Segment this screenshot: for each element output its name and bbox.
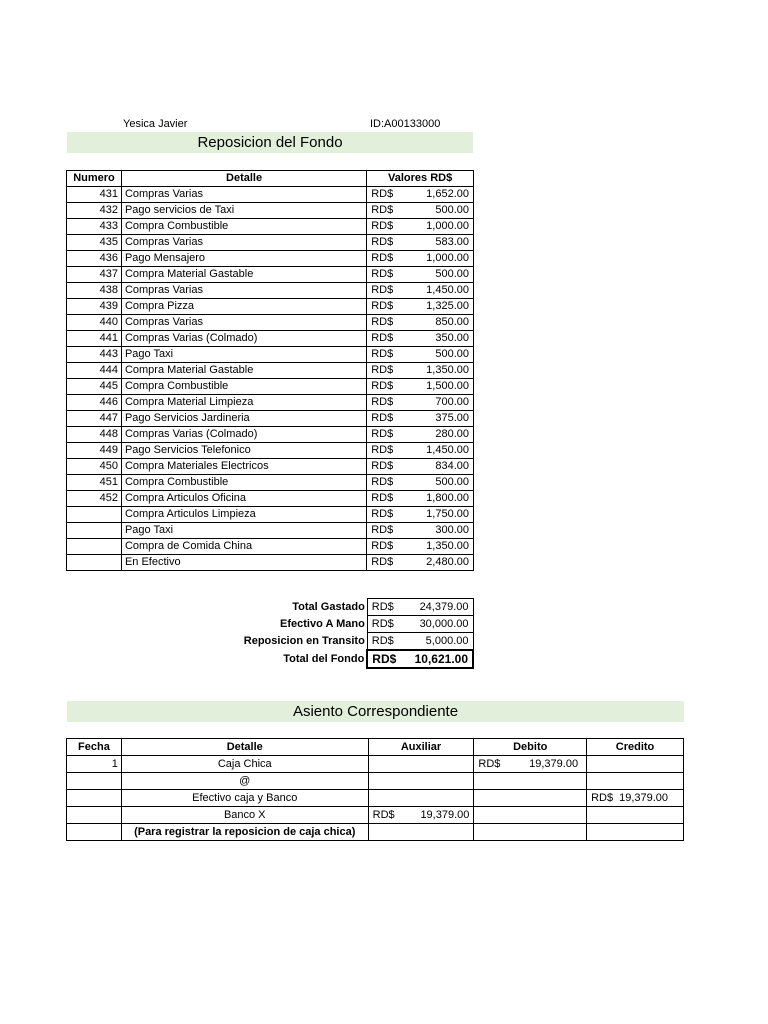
col-detalle: Detalle xyxy=(121,171,366,187)
asiento-detalle-cell: Caja Chica xyxy=(121,756,368,773)
valor-cell xyxy=(367,427,474,443)
valor-cell-amount: 500.00 xyxy=(435,204,469,216)
valor-cell xyxy=(367,219,474,235)
valor-cell-amount: 1,500.00 xyxy=(426,380,469,392)
summary-value xyxy=(367,650,473,668)
valor-cell-currency: RD$ xyxy=(371,220,394,232)
detalle-cell: Compra Articulos Limpieza xyxy=(121,507,366,523)
valor-cell-currency: RD$ xyxy=(371,204,394,216)
valor-cell-amount: 1,750.00 xyxy=(426,508,469,520)
asiento-detalle-cell: (Para registrar la reposicion de caja chica) xyxy=(121,824,368,841)
table-row xyxy=(67,203,474,219)
table-row xyxy=(67,395,474,411)
numero-cell: 439 xyxy=(67,299,122,315)
detalle-cell: En Efectivo xyxy=(121,555,366,571)
table-row xyxy=(67,187,474,203)
fecha-cell xyxy=(67,807,122,824)
table-row xyxy=(67,283,474,299)
numero-cell: 441 xyxy=(67,331,122,347)
detalle-cell: Pago Servicios Telefonico xyxy=(121,443,366,459)
valor-cell-amount: 1,450.00 xyxy=(426,444,469,456)
detalle-cell: Compras Varias xyxy=(121,235,366,251)
fecha-cell xyxy=(67,790,122,807)
valor-cell-amount: 300.00 xyxy=(435,524,469,536)
table-row xyxy=(67,219,474,235)
valor-cell xyxy=(367,283,474,299)
valor-cell-currency: RD$ xyxy=(371,316,394,328)
credito-cell xyxy=(587,756,684,773)
valor-cell-amount: 350.00 xyxy=(435,332,469,344)
table-row xyxy=(67,523,474,539)
person-name: Yesica Javier xyxy=(123,118,188,130)
valor-cell-amount: 500.00 xyxy=(435,348,469,360)
valor-cell xyxy=(367,187,474,203)
table-row xyxy=(67,555,474,571)
numero-cell: 432 xyxy=(67,203,122,219)
detalle-cell: Compra Combustible xyxy=(121,219,366,235)
valor-cell-currency: RD$ xyxy=(371,508,394,520)
numero-cell: 451 xyxy=(67,475,122,491)
numero-cell: 436 xyxy=(67,251,122,267)
summary-row xyxy=(200,616,473,633)
detalle-cell: Compra Combustible xyxy=(121,475,366,491)
valor-cell xyxy=(367,331,474,347)
valor-cell-currency: RD$ xyxy=(371,428,394,440)
table-row xyxy=(67,539,474,555)
detalle-cell: Compra Material Gastable xyxy=(121,267,366,283)
numero-cell xyxy=(67,507,122,523)
summary-label: Total del Fondo xyxy=(283,653,365,665)
summary-label: Total Gastado xyxy=(292,601,365,613)
valor-cell xyxy=(367,411,474,427)
summary-row xyxy=(200,650,473,668)
table-row xyxy=(67,443,474,459)
auxiliar-cell xyxy=(368,824,474,841)
debito-cell-amount: 19,379.00 xyxy=(529,758,579,770)
summary-value xyxy=(367,633,473,651)
numero-cell xyxy=(67,523,122,539)
detalle-cell: Compra Pizza xyxy=(121,299,366,315)
table-row xyxy=(67,379,474,395)
credito-cell xyxy=(587,824,684,841)
col-credito: Credito xyxy=(587,739,684,756)
valor-cell-amount: 1,800.00 xyxy=(426,492,469,504)
numero-cell xyxy=(67,555,122,571)
debito-cell xyxy=(474,773,587,790)
valor-cell xyxy=(367,203,474,219)
valor-cell-currency: RD$ xyxy=(371,476,394,488)
valor-cell-currency: RD$ xyxy=(371,492,394,504)
asiento-title: Asiento Correspondiente xyxy=(292,703,459,720)
detalle-cell: Compras Varias xyxy=(121,315,366,331)
summary-value xyxy=(367,616,473,633)
auxiliar-cell xyxy=(368,807,474,824)
asiento-detalle-cell: Banco X xyxy=(121,807,368,824)
auxiliar-cell-currency: RD$ xyxy=(372,809,395,821)
table-row xyxy=(67,251,474,267)
numero-cell: 431 xyxy=(67,187,122,203)
detalle-cell: Compra Material Limpieza xyxy=(121,395,366,411)
asiento-detalle-cell: Efectivo caja y Banco xyxy=(121,790,368,807)
detalle-cell: Pago Taxi xyxy=(121,347,366,363)
numero-cell: 449 xyxy=(67,443,122,459)
numero-cell: 437 xyxy=(67,267,122,283)
detalle-cell: Compra Combustible xyxy=(121,379,366,395)
summary-row xyxy=(200,633,473,651)
valor-cell xyxy=(367,459,474,475)
summary-value-amount: 10,621.00 xyxy=(414,652,468,666)
credito-cell xyxy=(587,773,684,790)
summary-row xyxy=(200,599,473,616)
valor-cell-currency: RD$ xyxy=(371,524,394,536)
fondo-table xyxy=(66,170,474,571)
valor-cell-currency: RD$ xyxy=(371,380,394,392)
valor-cell-amount: 850.00 xyxy=(435,316,469,328)
valor-cell-currency: RD$ xyxy=(371,444,394,456)
valor-cell xyxy=(367,299,474,315)
summary-value-currency: RD$ xyxy=(371,618,394,630)
auxiliar-cell xyxy=(368,773,474,790)
valor-cell-currency: RD$ xyxy=(371,300,394,312)
detalle-cell: Compras Varias (Colmado) xyxy=(121,427,366,443)
valor-cell-amount: 1,450.00 xyxy=(426,284,469,296)
credito-cell-currency: RD$ xyxy=(591,792,614,804)
numero-cell: 433 xyxy=(67,219,122,235)
table-row xyxy=(67,267,474,283)
table-row xyxy=(67,315,474,331)
numero-cell: 448 xyxy=(67,427,122,443)
credito-cell-amount: 19,379.00 xyxy=(619,792,669,804)
valor-cell-amount: 280.00 xyxy=(435,428,469,440)
valor-cell-amount: 500.00 xyxy=(435,268,469,280)
valor-cell-currency: RD$ xyxy=(371,188,394,200)
summary-label: Efectivo A Mano xyxy=(280,618,365,630)
table-row xyxy=(67,790,684,807)
valor-cell-currency: RD$ xyxy=(371,252,394,264)
debito-cell xyxy=(474,790,587,807)
numero-cell: 440 xyxy=(67,315,122,331)
valor-cell-currency: RD$ xyxy=(371,556,394,568)
table-row xyxy=(67,756,684,773)
valor-cell xyxy=(367,347,474,363)
table-row xyxy=(67,459,474,475)
valor-cell-amount: 1,652.00 xyxy=(426,188,469,200)
debito-cell-currency: RD$ xyxy=(478,758,501,770)
col-debito: Debito xyxy=(474,739,587,756)
debito-cell xyxy=(474,807,587,824)
detalle-cell: Compras Varias xyxy=(121,283,366,299)
valor-cell xyxy=(367,443,474,459)
person-id: ID:A00133000 xyxy=(370,118,441,130)
valor-cell-currency: RD$ xyxy=(371,332,394,344)
asiento-band xyxy=(67,701,684,722)
col-fecha: Fecha xyxy=(67,739,122,756)
table-row xyxy=(67,299,474,315)
valor-cell-amount: 2,480.00 xyxy=(426,556,469,568)
summary-label: Reposicion en Transito xyxy=(243,635,365,648)
valor-cell-amount: 375.00 xyxy=(435,412,469,424)
detalle-cell: Pago servicios de Taxi xyxy=(121,203,366,219)
table-row xyxy=(67,773,684,790)
valor-cell xyxy=(367,251,474,267)
table-row xyxy=(67,475,474,491)
table-row xyxy=(67,427,474,443)
col-numero: Numero xyxy=(67,171,122,187)
numero-cell: 438 xyxy=(67,283,122,299)
valor-cell xyxy=(367,267,474,283)
valor-cell xyxy=(367,539,474,555)
col-valores: Valores RD$ xyxy=(367,171,474,187)
table-row xyxy=(67,363,474,379)
summary-value-amount: 5,000.00 xyxy=(425,635,469,647)
col-asiento-detalle: Detalle xyxy=(121,739,368,756)
summary-table xyxy=(200,598,474,669)
valor-cell-amount: 1,000.00 xyxy=(426,220,469,232)
auxiliar-cell xyxy=(368,756,474,773)
valor-cell-currency: RD$ xyxy=(371,540,394,552)
col-auxiliar: Auxiliar xyxy=(368,739,474,756)
valor-cell-currency: RD$ xyxy=(371,396,394,408)
numero-cell: 445 xyxy=(67,379,122,395)
detalle-cell: Pago Mensajero xyxy=(121,251,366,267)
valor-cell-currency: RD$ xyxy=(371,364,394,376)
fecha-cell xyxy=(67,824,122,841)
table-row xyxy=(67,824,684,841)
fecha-cell: 1 xyxy=(67,756,122,773)
table-row xyxy=(67,347,474,363)
valor-cell xyxy=(367,523,474,539)
table-row xyxy=(67,807,684,824)
valor-cell-currency: RD$ xyxy=(371,460,394,472)
valor-cell-amount: 1,350.00 xyxy=(426,540,469,552)
table-row xyxy=(67,411,474,427)
numero-cell: 452 xyxy=(67,491,122,507)
valor-cell xyxy=(367,379,474,395)
valor-cell xyxy=(367,235,474,251)
credito-cell xyxy=(587,807,684,824)
valor-cell xyxy=(367,315,474,331)
numero-cell: 443 xyxy=(67,347,122,363)
table-row xyxy=(67,507,474,523)
valor-cell xyxy=(367,363,474,379)
numero-cell: 435 xyxy=(67,235,122,251)
valor-cell-amount: 500.00 xyxy=(435,476,469,488)
detalle-cell: Pago Servicios Jardineria xyxy=(121,411,366,427)
title-band xyxy=(67,132,473,153)
numero-cell: 447 xyxy=(67,411,122,427)
valor-cell xyxy=(367,507,474,523)
numero-cell: 444 xyxy=(67,363,122,379)
valor-cell xyxy=(367,491,474,507)
debito-cell xyxy=(474,756,587,773)
fecha-cell xyxy=(67,773,122,790)
valor-cell-currency: RD$ xyxy=(371,348,394,360)
auxiliar-cell xyxy=(368,790,474,807)
numero-cell: 446 xyxy=(67,395,122,411)
asiento-table xyxy=(66,738,684,841)
summary-value-amount: 24,379.00 xyxy=(419,601,469,613)
summary-value-currency: RD$ xyxy=(372,652,397,666)
page-title: Reposicion del Fondo xyxy=(197,134,343,151)
auxiliar-cell-amount: 19,379.00 xyxy=(420,809,470,821)
detalle-cell: Pago Taxi xyxy=(121,523,366,539)
valor-cell-amount: 700.00 xyxy=(435,396,469,408)
valor-cell-currency: RD$ xyxy=(371,236,394,248)
detalle-cell: Compra Materiales Electricos xyxy=(121,459,366,475)
table-row xyxy=(67,331,474,347)
fondo-header-row xyxy=(67,171,474,187)
summary-value xyxy=(367,599,473,616)
valor-cell xyxy=(367,475,474,491)
valor-cell xyxy=(367,555,474,571)
asiento-header-row xyxy=(67,739,684,756)
debito-cell xyxy=(474,824,587,841)
detalle-cell: Compra de Comida China xyxy=(121,539,366,555)
valor-cell-amount: 1,350.00 xyxy=(426,364,469,376)
summary-value-currency: RD$ xyxy=(371,601,394,613)
asiento-detalle-cell: @ xyxy=(121,773,368,790)
detalle-cell: Compras Varias (Colmado) xyxy=(121,331,366,347)
summary-value-amount: 30,000.00 xyxy=(419,618,469,630)
credito-cell xyxy=(587,790,684,807)
table-row xyxy=(67,235,474,251)
valor-cell-amount: 583.00 xyxy=(435,236,469,248)
numero-cell xyxy=(67,539,122,555)
detalle-cell: Compra Material Gastable xyxy=(121,363,366,379)
detalle-cell: Compras Varias xyxy=(121,187,366,203)
valor-cell-amount: 1,000.00 xyxy=(426,252,469,264)
valor-cell-amount: 834.00 xyxy=(435,460,469,472)
detalle-cell: Compra Articulos Oficina xyxy=(121,491,366,507)
table-row xyxy=(67,491,474,507)
summary-value-currency: RD$ xyxy=(371,635,394,647)
valor-cell-currency: RD$ xyxy=(371,268,394,280)
valor-cell-currency: RD$ xyxy=(371,412,394,424)
valor-cell-amount: 1,325.00 xyxy=(426,300,469,312)
valor-cell-currency: RD$ xyxy=(371,284,394,296)
valor-cell xyxy=(367,395,474,411)
numero-cell: 450 xyxy=(67,459,122,475)
